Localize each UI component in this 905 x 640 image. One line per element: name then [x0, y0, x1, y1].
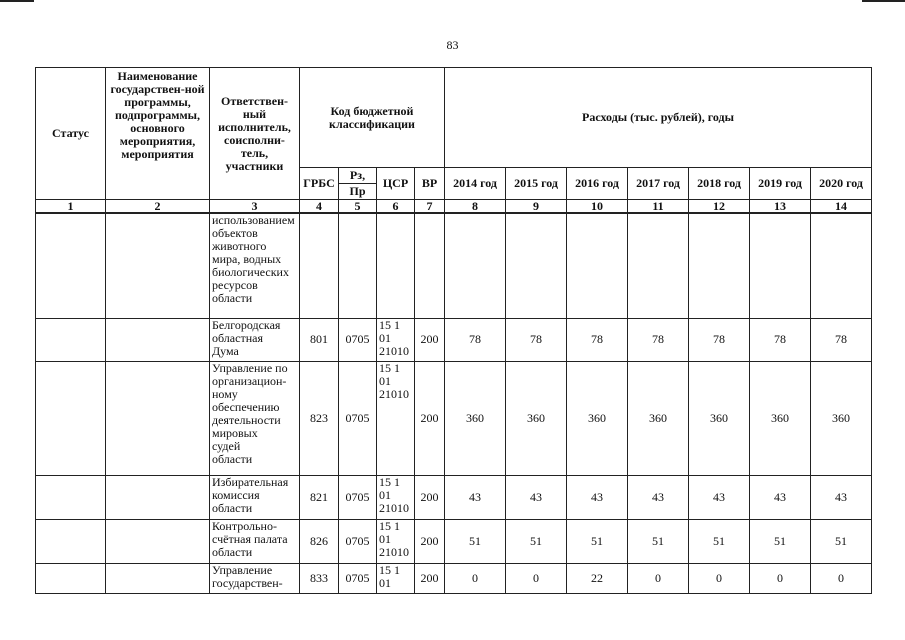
header-responsible: Ответствен-ный исполнитель, соисполни-тель, участники: [210, 68, 300, 200]
expense-value-cell: 51: [628, 519, 689, 563]
expense-value-cell: 43: [567, 475, 628, 519]
top-right-scan-edge: [862, 0, 905, 2]
column-number: 5: [339, 200, 377, 214]
executor-cell-line: использованием: [212, 213, 295, 227]
column-number: 12: [689, 200, 750, 214]
vr-cell: 200: [415, 475, 445, 519]
table-row: [36, 213, 872, 318]
csr-cell-line: 01: [379, 373, 391, 388]
header-year: 2015 год: [506, 168, 567, 200]
executor-cell: [210, 318, 300, 361]
expense-value-cell: 43: [811, 475, 872, 519]
executor-cell-line: обеспечению: [212, 399, 280, 414]
expense-value-cell: 360: [445, 361, 506, 475]
csr-cell-line: 01: [379, 575, 391, 590]
expense-value-cell: 51: [811, 519, 872, 563]
status-cell: [36, 519, 106, 563]
csr-cell-line: 15 1: [379, 317, 400, 332]
expense-value-cell: 78: [445, 318, 506, 361]
csr-cell-line: 21010: [379, 343, 409, 358]
expense-value-cell: 360: [628, 361, 689, 475]
expense-value-cell: 43: [750, 475, 811, 519]
csr-cell: [377, 475, 415, 519]
vr-cell: 200: [415, 318, 445, 361]
column-number: 7: [415, 200, 445, 214]
expense-value-cell: [628, 213, 689, 318]
header-year: 2018 год: [689, 168, 750, 200]
executor-cell-line: мира, водных: [212, 252, 282, 266]
header-vr: ВР: [415, 168, 445, 200]
grbs-cell: 801: [300, 318, 339, 361]
csr-cell: [377, 563, 415, 593]
executor-cell: [210, 519, 300, 563]
program-name-cell: [106, 213, 210, 318]
expense-value-cell: 43: [628, 475, 689, 519]
executor-cell-line: государствен-: [212, 575, 283, 590]
expense-value-cell: 43: [689, 475, 750, 519]
status-cell: [36, 475, 106, 519]
column-number: 9: [506, 200, 567, 214]
status-cell: [36, 361, 106, 475]
grbs-cell: 821: [300, 475, 339, 519]
expense-value-cell: 51: [750, 519, 811, 563]
executor-cell-line: Управление: [212, 562, 273, 577]
executor-cell-line: Контрольно-: [212, 518, 277, 533]
rz-pr-cell: 0705: [339, 318, 377, 361]
table-row: [36, 475, 872, 519]
expense-value-cell: 78: [567, 318, 628, 361]
executor-cell-line: деятельности: [212, 412, 281, 427]
expense-value-cell: 78: [506, 318, 567, 361]
column-number: 14: [811, 200, 872, 214]
column-number: 11: [628, 200, 689, 214]
expense-value-cell: 78: [689, 318, 750, 361]
header-rz: Рз,: [339, 168, 376, 184]
table-body: [36, 213, 872, 593]
csr-cell-line: 21010: [379, 386, 409, 401]
header-expenses: Расходы (тыс. рублей), годы: [445, 68, 872, 168]
expense-value-cell: 360: [506, 361, 567, 475]
csr-cell-line: 01: [379, 330, 391, 345]
expense-value-cell: 360: [567, 361, 628, 475]
rz-pr-cell: 0705: [339, 563, 377, 593]
executor-cell: [210, 213, 300, 318]
header-program-name: Наименование государствен-ной программы, подпрограммы, основного мероприятия, мероприятия: [106, 68, 210, 200]
expense-value-cell: 51: [689, 519, 750, 563]
header-year: 2019 год: [750, 168, 811, 200]
column-number: 6: [377, 200, 415, 214]
csr-cell-line: 15 1: [379, 562, 400, 577]
expense-value-cell: [445, 213, 506, 318]
csr-cell: [377, 361, 415, 475]
vr-cell: 200: [415, 519, 445, 563]
executor-cell-line: судей: [212, 438, 241, 453]
program-name-cell: [106, 563, 210, 593]
executor-cell-line: области: [212, 544, 253, 559]
header-budget-code: Код бюджетной классификации: [300, 68, 445, 168]
expense-value-cell: 43: [506, 475, 567, 519]
executor-cell-line: счётная палата: [212, 531, 288, 546]
table-row: [36, 361, 872, 475]
column-number: 4: [300, 200, 339, 214]
column-number: 8: [445, 200, 506, 214]
header-year: 2017 год: [628, 168, 689, 200]
csr-cell: [377, 213, 415, 318]
expense-value-cell: 78: [811, 318, 872, 361]
header-status: Статус: [36, 68, 106, 200]
column-numbers-row: [36, 200, 872, 214]
expense-value-cell: 51: [506, 519, 567, 563]
executor-cell-line: Белгородская: [212, 317, 281, 332]
csr-cell-line: 21010: [379, 544, 409, 559]
expense-value-cell: 0: [506, 563, 567, 593]
program-name-cell: [106, 475, 210, 519]
csr-cell: [377, 519, 415, 563]
table-row: [36, 519, 872, 563]
table-row: [36, 563, 872, 593]
budget-table: [35, 67, 872, 594]
executor-cell-line: области: [212, 451, 253, 466]
csr-cell: [377, 318, 415, 361]
status-cell: [36, 213, 106, 318]
expense-value-cell: 0: [445, 563, 506, 593]
executor-cell-line: биологических: [212, 265, 289, 279]
csr-cell-line: 15 1: [379, 474, 400, 489]
column-number: 1: [36, 200, 106, 214]
executor-cell-line: Управление по: [212, 360, 288, 375]
header-pr: Пр: [349, 184, 366, 198]
header-grbs: ГРБС: [300, 168, 339, 200]
csr-cell-line: 15 1: [379, 360, 400, 375]
expense-value-cell: 360: [689, 361, 750, 475]
executor-cell-line: ресурсов: [212, 278, 258, 292]
top-left-scan-edge: [0, 0, 34, 2]
expense-value-cell: 51: [445, 519, 506, 563]
column-number: 2: [106, 200, 210, 214]
executor-cell-line: Избирательная: [212, 474, 289, 489]
grbs-cell: 823: [300, 361, 339, 475]
status-cell: [36, 318, 106, 361]
rz-pr-cell: [339, 213, 377, 318]
expense-value-cell: 22: [567, 563, 628, 593]
expense-value-cell: [506, 213, 567, 318]
header-year: 2014 год: [445, 168, 506, 200]
column-number: 10: [567, 200, 628, 214]
expense-value-cell: [689, 213, 750, 318]
grbs-cell: 833: [300, 563, 339, 593]
program-name-cell: [106, 519, 210, 563]
executor-cell-line: ному: [212, 386, 238, 401]
expense-value-cell: 360: [750, 361, 811, 475]
header-csr: ЦСР: [377, 168, 415, 200]
executor-cell: [210, 563, 300, 593]
executor-cell-line: Дума: [212, 343, 239, 358]
expense-value-cell: 0: [689, 563, 750, 593]
executor-cell-line: области: [212, 500, 253, 515]
executor-cell: [210, 361, 300, 475]
expense-value-cell: 0: [750, 563, 811, 593]
expense-value-cell: 43: [445, 475, 506, 519]
csr-cell-line: 01: [379, 531, 391, 546]
csr-cell-line: 21010: [379, 500, 409, 515]
expense-value-cell: 51: [567, 519, 628, 563]
status-cell: [36, 563, 106, 593]
expense-value-cell: [750, 213, 811, 318]
executor-cell: [210, 475, 300, 519]
rz-pr-cell: 0705: [339, 361, 377, 475]
page-number: 83: [446, 38, 459, 52]
executor-cell-line: области: [212, 291, 253, 305]
vr-cell: 200: [415, 361, 445, 475]
column-number: 3: [210, 200, 300, 214]
table-row: [36, 318, 872, 361]
expense-value-cell: 0: [628, 563, 689, 593]
rz-pr-cell: 0705: [339, 475, 377, 519]
expense-value-cell: 0: [811, 563, 872, 593]
grbs-cell: [300, 213, 339, 318]
executor-cell-line: организацион-: [212, 373, 287, 388]
expense-value-cell: 78: [628, 318, 689, 361]
executor-cell-line: мировых: [212, 425, 258, 440]
expense-value-cell: [567, 213, 628, 318]
csr-cell-line: 01: [379, 487, 391, 502]
grbs-cell: 826: [300, 519, 339, 563]
expense-value-cell: 78: [750, 318, 811, 361]
csr-cell-line: 15 1: [379, 518, 400, 533]
column-number: 13: [750, 200, 811, 214]
executor-cell-line: областная: [212, 330, 263, 345]
executor-cell-line: объектов: [212, 226, 258, 240]
vr-cell: [415, 213, 445, 318]
header-year: 2016 год: [567, 168, 628, 200]
header-year: 2020 год: [811, 168, 872, 200]
expense-value-cell: 360: [811, 361, 872, 475]
header-rz-pr: [339, 168, 377, 200]
vr-cell: 200: [415, 563, 445, 593]
program-name-cell: [106, 318, 210, 361]
expense-value-cell: [811, 213, 872, 318]
executor-cell-line: комиссия: [212, 487, 260, 502]
rz-pr-cell: 0705: [339, 519, 377, 563]
executor-cell-line: животного: [212, 239, 267, 253]
program-name-cell: [106, 361, 210, 475]
